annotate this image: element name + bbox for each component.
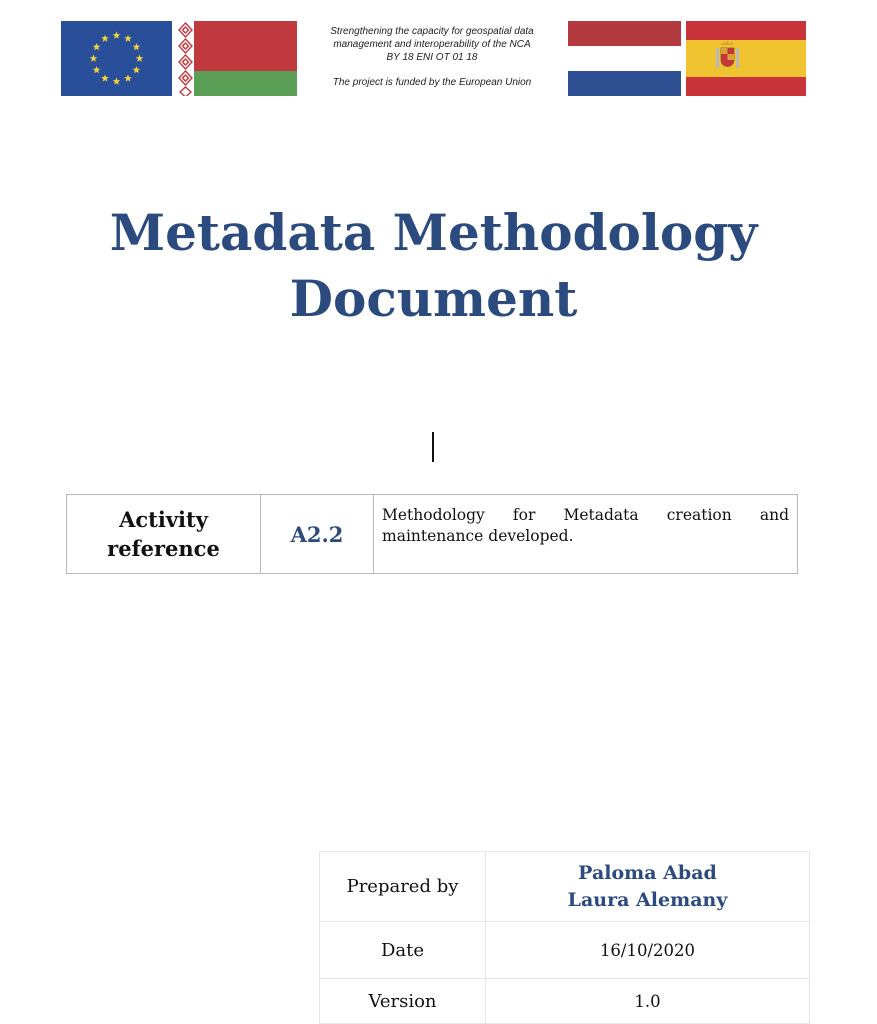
- eu-star-icon: [90, 55, 98, 62]
- activity-description: Methodology for Metadata creation and maintenance developed.: [382, 506, 789, 545]
- belarus-flag-icon: [177, 21, 297, 96]
- project-info: [300, 25, 564, 89]
- belarus-ornament: [177, 21, 194, 96]
- funded-by: The project is funded by the European Union: [332, 77, 532, 88]
- activity-reference-label: Activity reference: [67, 495, 261, 574]
- eu-flag-icon: [61, 21, 172, 96]
- project-line-2: management and interoperability of the NCA: [333, 39, 531, 50]
- eu-star-icon: [113, 78, 121, 85]
- eu-star-icon: [133, 66, 141, 73]
- document-info-table: [319, 851, 810, 1024]
- eu-star-icon: [124, 35, 132, 42]
- document-title: [0, 200, 867, 332]
- spain-flag-icon: [686, 21, 806, 96]
- project-code: BY 18 ENI OT 01 18: [386, 52, 478, 63]
- activity-code: A2.2: [261, 495, 374, 574]
- activity-row: [67, 495, 798, 574]
- eu-stars-icon: [61, 21, 172, 96]
- netherlands-flag-icon: [568, 21, 681, 96]
- activity-table: [66, 494, 798, 574]
- authors-cell: [486, 852, 810, 922]
- eu-star-icon: [101, 74, 109, 81]
- title-line-1: Metadata Methodology: [109, 203, 758, 262]
- eu-star-icon: [93, 66, 101, 73]
- eu-star-icon: [101, 35, 109, 42]
- date-cell: [486, 922, 810, 979]
- text-cursor: [432, 432, 434, 462]
- version-label: Version: [320, 979, 486, 1024]
- activity-description-cell: [374, 495, 798, 574]
- prepared-by-row: [320, 852, 810, 922]
- date-row: [320, 922, 810, 979]
- author-name: Paloma Abad: [578, 861, 717, 884]
- version-row: [320, 979, 810, 1024]
- version-value: 1.0: [634, 991, 661, 1011]
- author-name: Laura Alemany: [567, 888, 728, 911]
- eu-star-icon: [136, 55, 144, 62]
- project-line-1: Strengthening the capacity for geospatial data: [330, 26, 534, 37]
- eu-star-icon: [113, 32, 121, 39]
- eu-star-icon: [124, 74, 132, 81]
- eu-star-icon: [93, 43, 101, 50]
- version-cell: [486, 979, 810, 1024]
- date-label: Date: [320, 922, 486, 979]
- date-value: 16/10/2020: [599, 940, 696, 960]
- eu-star-icon: [133, 43, 141, 50]
- title-line-2: Document: [289, 269, 578, 328]
- prepared-by-label: Prepared by: [320, 852, 486, 922]
